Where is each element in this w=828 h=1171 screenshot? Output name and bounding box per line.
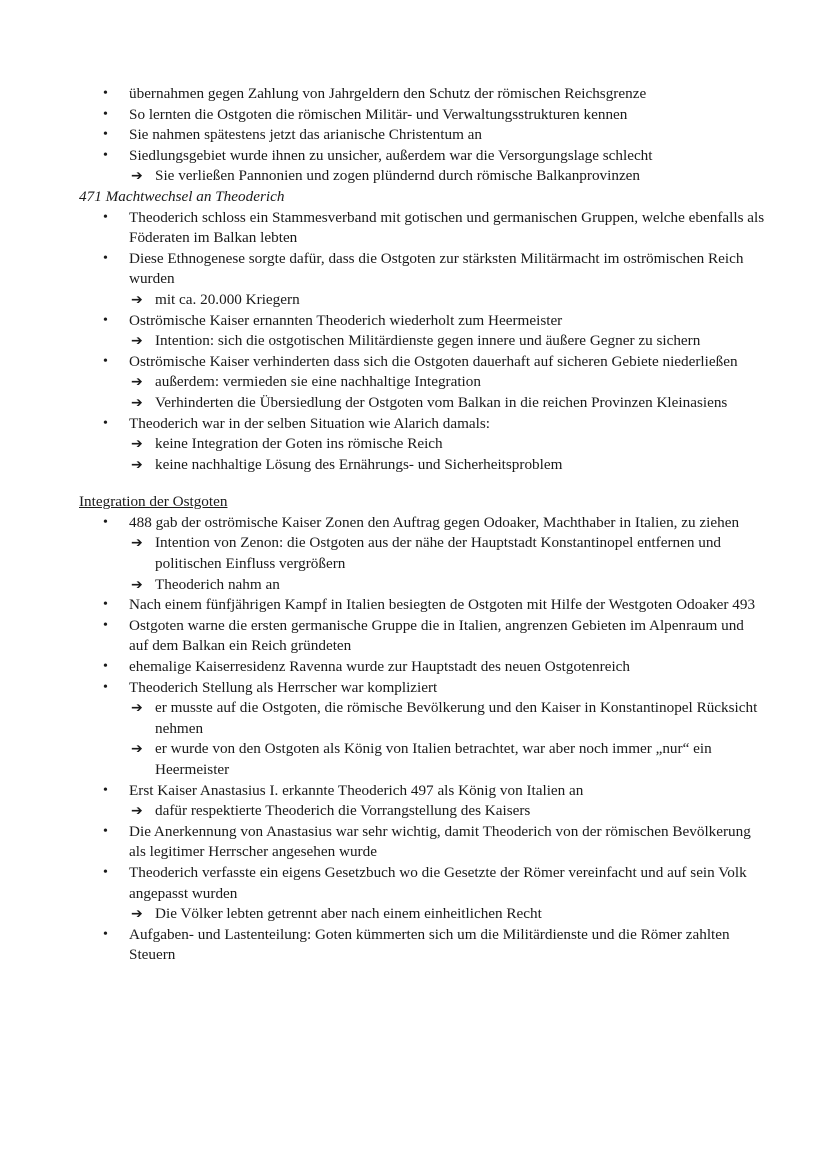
bullet-item: • Theoderich war in der selben Situation wie Alarich damals:: [0, 414, 828, 435]
bullet-item: • 488 gab der oströmische Kaiser Zonen den Auftrag gegen Odoaker, Machthaber in Italien, zu ziehen: [0, 513, 828, 534]
arrow-subitem: ➔ Intention von Zenon: die Ostgoten aus der nähe der Hauptstadt Konstantinopel entfernen und politischen Einfluss vergrößern: [0, 533, 828, 574]
arrow-subitem: ➔ keine Integration der Goten ins römische Reich: [0, 434, 828, 455]
arrow-subitem: ➔ dafür respektierte Theoderich die Vorrangstellung des Kaisers: [0, 801, 828, 822]
bullet-item: • Oströmische Kaiser ernannten Theoderich wiederholt zum Heermeister: [0, 311, 828, 332]
bullet-item: • Siedlungsgebiet wurde ihnen zu unsicher, außerdem war die Versorgungslage schlecht: [0, 146, 828, 167]
bullet-item: • Ostgoten warne die ersten germanische Gruppe die in Italien, angrenzen Gebieten im Alpenraum und auf dem Balkan ein Reich gründeten: [0, 616, 828, 657]
bullet-item: • Die Anerkennung von Anastasius war sehr wichtig, damit Theoderich von der römischen Bevölkerung als legitimer Herrscher angesehen wurde: [0, 822, 828, 863]
document-content: [0, 84, 828, 966]
bullet-item: • Sie nahmen spätestens jetzt das arianische Christentum an: [0, 125, 828, 146]
bullet-item: • Aufgaben- und Lastenteilung: Goten kümmerten sich um die Militärdienste und die Römer zahlten Steuern: [0, 925, 828, 966]
bullet-item: • Theoderich schloss ein Stammesverband mit gotischen und germanischen Gruppen, welche ebenfalls als Föderaten im Balkan lebten: [0, 208, 828, 249]
arrow-subitem: ➔ mit ca. 20.000 Kriegern: [0, 290, 828, 311]
bullet-item: • Erst Kaiser Anastasius I. erkannte Theoderich 497 als König von Italien an: [0, 781, 828, 802]
arrow-subitem: ➔ außerdem: vermieden sie eine nachhaltige Integration: [0, 372, 828, 393]
arrow-subitem: ➔ er musste auf die Ostgoten, die römische Bevölkerung und den Kaiser in Konstantinopel Rücksicht nehmen: [0, 698, 828, 739]
bullet-item: • Theoderich verfasste ein eigens Gesetzbuch wo die Gesetzte der Römer vereinfacht und auf sein Volk angepasst wurden: [0, 863, 828, 904]
section-heading-underlined: Integration der Ostgoten: [79, 493, 228, 511]
bullet-item: • ehemalige Kaiserresidenz Ravenna wurde zur Hauptstadt des neuen Ostgotenreich: [0, 657, 828, 678]
bullet-item: • So lernten die Ostgoten die römischen Militär- und Verwaltungsstrukturen kennen: [0, 105, 828, 126]
bullet-item: • Theoderich Stellung als Herrscher war kompliziert: [0, 678, 828, 699]
arrow-subitem: ➔ Intention: sich die ostgotischen Militärdienste gegen innere und äußere Gegner zu sichern: [0, 331, 828, 352]
bullet-item: • übernahmen gegen Zahlung von Jahrgeldern den Schutz der römischen Reichsgrenze: [0, 84, 828, 105]
arrow-subitem: ➔ Verhinderten die Übersiedlung der Ostgoten vom Balkan in die reichen Provinzen Kleinasiens: [0, 393, 828, 414]
bullet-item: • Diese Ethnogenese sorgte dafür, dass die Ostgoten zur stärksten Militärmacht im oströmischen Reich wurden: [0, 249, 828, 290]
arrow-subitem: ➔ Die Völker lebten getrennt aber nach einem einheitlichen Recht: [0, 904, 828, 925]
arrow-subitem: ➔ Theoderich nahm an: [0, 575, 828, 596]
arrow-subitem: ➔ keine nachhaltige Lösung des Ernährungs- und Sicherheitsproblem: [0, 455, 828, 476]
arrow-subitem: ➔ Sie verließen Pannonien und zogen plündernd durch römische Balkanprovinzen: [0, 166, 828, 187]
arrow-subitem: ➔ er wurde von den Ostgoten als König von Italien betrachtet, war aber noch immer „nur“ ein Heermeister: [0, 739, 828, 780]
bullet-item: • Oströmische Kaiser verhinderten dass sich die Ostgoten dauerhaft auf sicheren Gebiete niederließen: [0, 352, 828, 373]
section-heading-italic: 471 Machtwechsel an Theoderich: [79, 187, 285, 205]
bullet-item: • Nach einem fünfjährigen Kampf in Italien besiegten de Ostgoten mit Hilfe der Westgoten Odoaker 493: [0, 595, 828, 616]
